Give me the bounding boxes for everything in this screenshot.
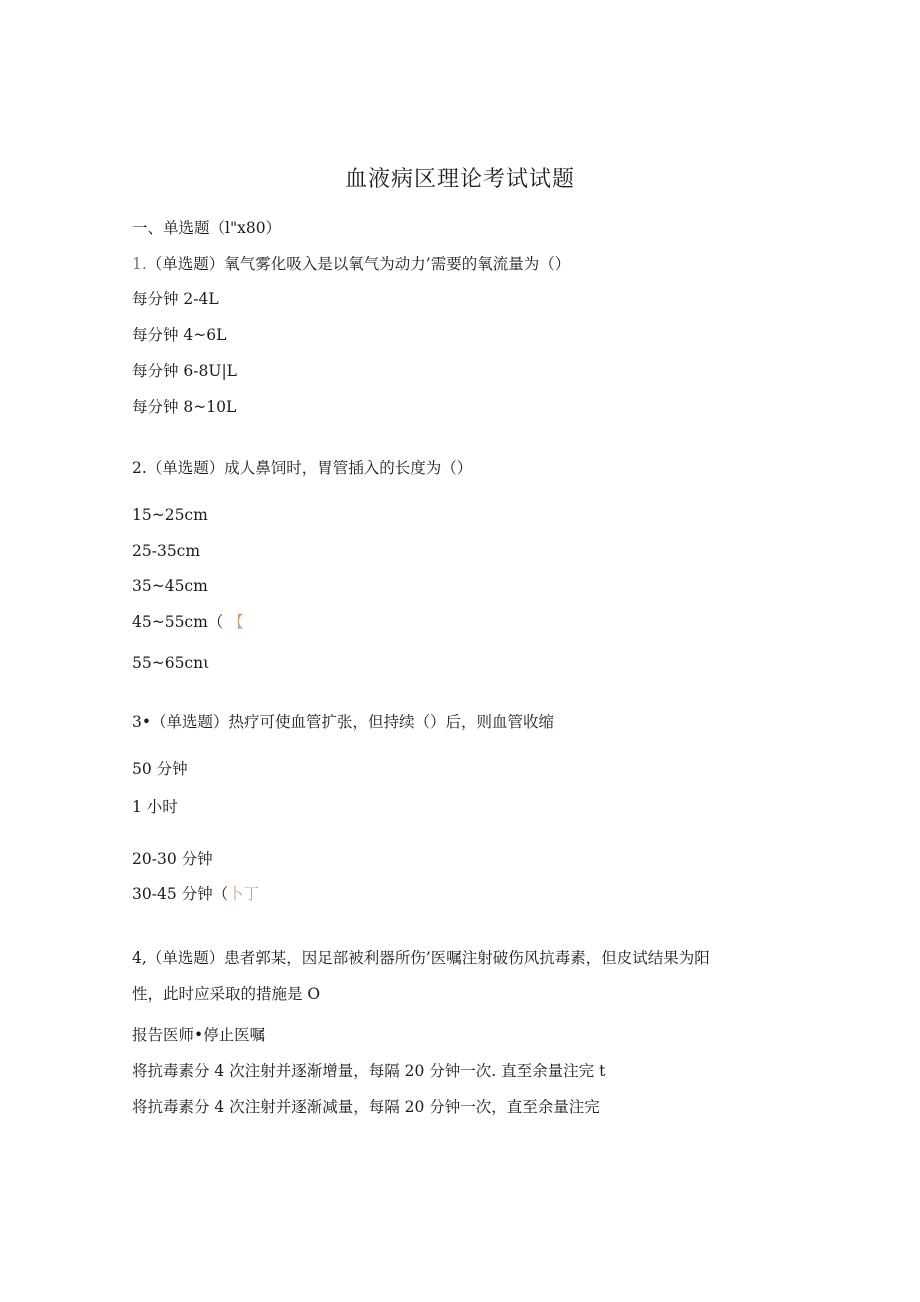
- q3-option-1: 50 分钟: [132, 760, 188, 778]
- question-stem: （单选题）患者郭某，因足部被利器所伤’医嘱注射破伤风抗毒素，但皮试结果为阳: [146, 949, 710, 967]
- q3-option-2: 1 小时: [132, 798, 178, 816]
- q1-option-3: 每分钟 6-8U|L: [132, 362, 237, 380]
- question-stem: （单选题）成人鼻饲时，胃管插入的长度为（）: [146, 459, 473, 477]
- q2-option-4: [132, 612, 244, 632]
- q4-option-2: 将抗毒素分 4 次注射并逐渐增量，每隔 20 分钟一次. 直至余量注完 t: [132, 1062, 606, 1080]
- q1-option-4: 每分钟 8~10L: [132, 398, 237, 416]
- question-stem: （单选题）热疗可使血管扩张，但持续（）后，则血管收缩: [151, 713, 555, 731]
- question-4: [132, 948, 710, 968]
- q2-option-1: 15~25cm: [132, 506, 208, 524]
- question-number: 2.: [132, 459, 147, 477]
- option-text: 30-45 分钟（: [132, 885, 229, 903]
- q3-option-3: 20-30 分钟: [132, 850, 213, 868]
- question-4-continued: 性，此时应采取的措施是 O: [132, 985, 321, 1003]
- q2-option-3: 35~45cm: [132, 577, 208, 595]
- q2-option-5: 55~65cnι: [132, 654, 210, 672]
- question-number: 3•: [132, 713, 152, 731]
- question-number: 1.: [132, 255, 147, 273]
- question-1: [132, 254, 570, 274]
- question-2: [132, 458, 472, 478]
- question-3: [132, 712, 554, 732]
- q4-option-1: 报告医师•停止医嘱: [132, 1026, 266, 1044]
- document-title: 血液病区理论考试试题: [344, 167, 575, 192]
- question-number: 4,: [132, 949, 147, 967]
- q1-option-2: 每分钟 4~6L: [132, 326, 227, 344]
- section-heading: 一、单选题（l"x80）: [132, 219, 282, 237]
- q1-option-1: 每分钟 2-4L: [132, 290, 219, 308]
- q2-option-2: 25-35cm: [132, 542, 201, 560]
- q4-option-3: 将抗毒素分 4 次注射并逐渐减量，每隔 20 分钟一次，直至余量注完: [132, 1098, 600, 1116]
- answer-mark: 【: [228, 613, 244, 631]
- question-stem: （单选题）氧气雾化吸入是以氧气为动力’需要的氧流量为（）: [146, 255, 571, 273]
- q3-option-4: [132, 884, 259, 904]
- option-text: 45~55cm（: [132, 613, 224, 631]
- answer-mark: 卜丁: [228, 885, 260, 903]
